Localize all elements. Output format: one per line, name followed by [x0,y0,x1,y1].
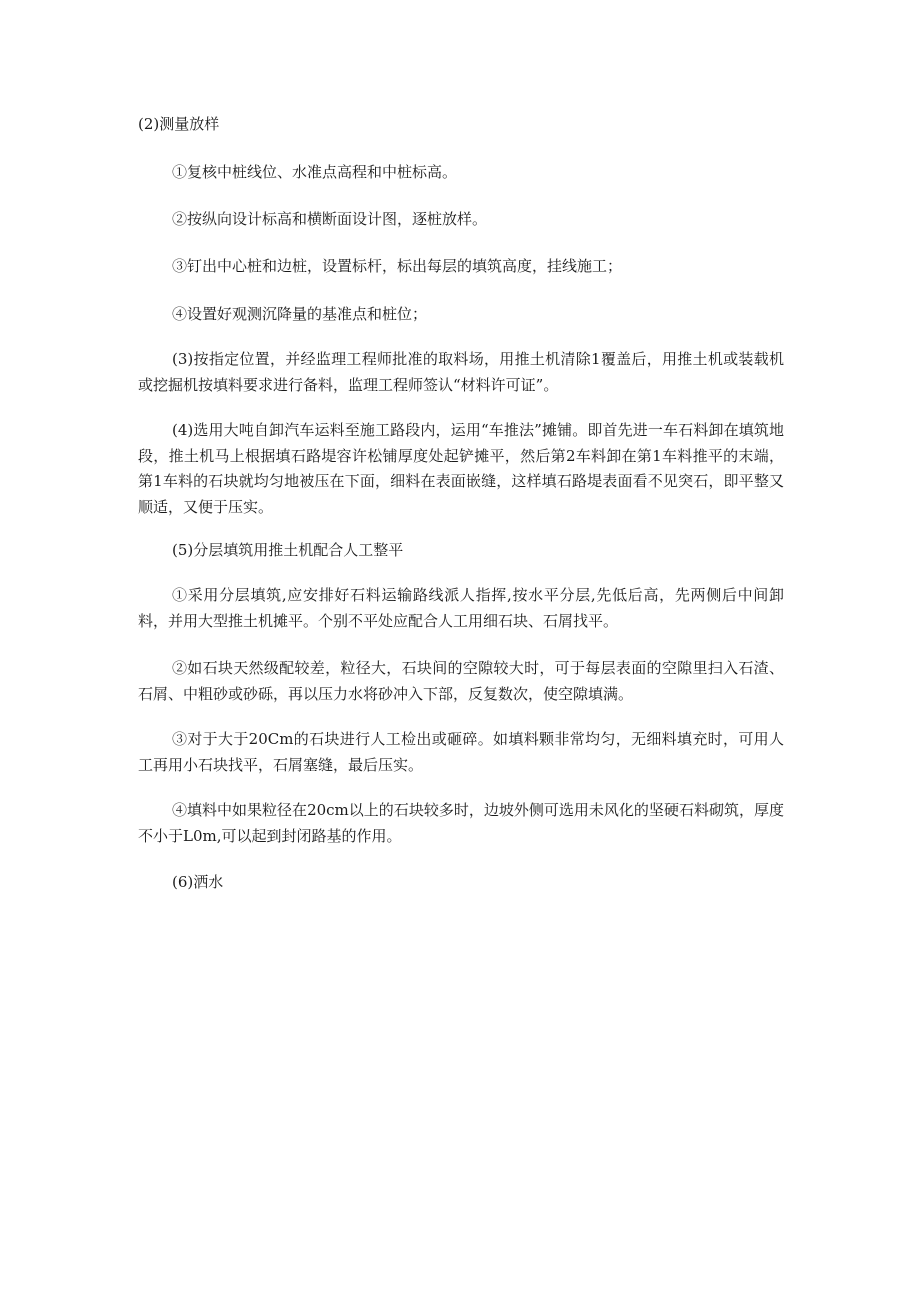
section-5-item-2: ②如石块天然级配较差，粒径大，石块间的空隙较大时，可于每层表面的空隙里扫入石渣、石屑、中粗砂或砂砾，再以压力水将砂冲入下部，反复数次，使空隙填满。 [138,659,784,703]
section-5-item-4: ④填料中如果粒径在20cm以上的石块较多时，边坡外侧可选用未风化的坚硬石料砌筑，厚度不小于L0m,可以起到封闭路基的作用。 [138,801,784,845]
section-2-item-2: ②按纵向设计标高和横断面设计图，逐桩放样。 [172,210,488,228]
section-2-heading: (2)测量放样 [138,115,220,133]
section-3-paragraph: (3)按指定位置，并经监理工程师批准的取料场，用推土机清除1覆盖后，用推土机或装载机或挖掘机按填料要求进行备料，监理工程师签认“材料许可证”。 [138,350,784,394]
section-2-item-3: ③钉出中心桩和边桩，设置标杆，标出每层的填筑高度，挂线施工； [172,257,623,275]
section-5-heading: (5)分层填筑用推土机配合人工整平 [172,541,404,559]
section-4-paragraph: (4)选用大吨自卸汽车运料至施工路段内，运用“车推法”摊铺。即首先进一车石料卸在填筑地段，推土机马上根据填石路堤容许松铺厚度处起铲摊平，然后第2车料卸在第1车料推平的末端，第1车料的石块就均匀地被压在下面，细料在表面嵌缝，这样填石路堤表面看不见突石，即平整又顺适，又便于压实。 [138,421,784,516]
section-5-item-3: ③对于大于20Cm的石块进行人工检出或砸碎。如填料颗非常均匀，无细料填充时，可用人工再用小石块找平，石屑塞缝，最后压实。 [138,730,784,774]
section-2-item-1: ①复核中桩线位、水准点高程和中桩标高。 [172,163,458,181]
section-5-item-1: ①采用分层填筑,应安排好石料运输路线派人指挥,按水平分层,先低后高，先两侧后中间卸料，并用大型推土机摊平。个别不平处应配合人工用细石块、石屑找平。 [138,586,784,630]
section-2-item-4: ④设置好观测沉降量的基准点和桩位； [172,305,428,323]
section-6-heading: (6)洒水 [172,873,224,891]
